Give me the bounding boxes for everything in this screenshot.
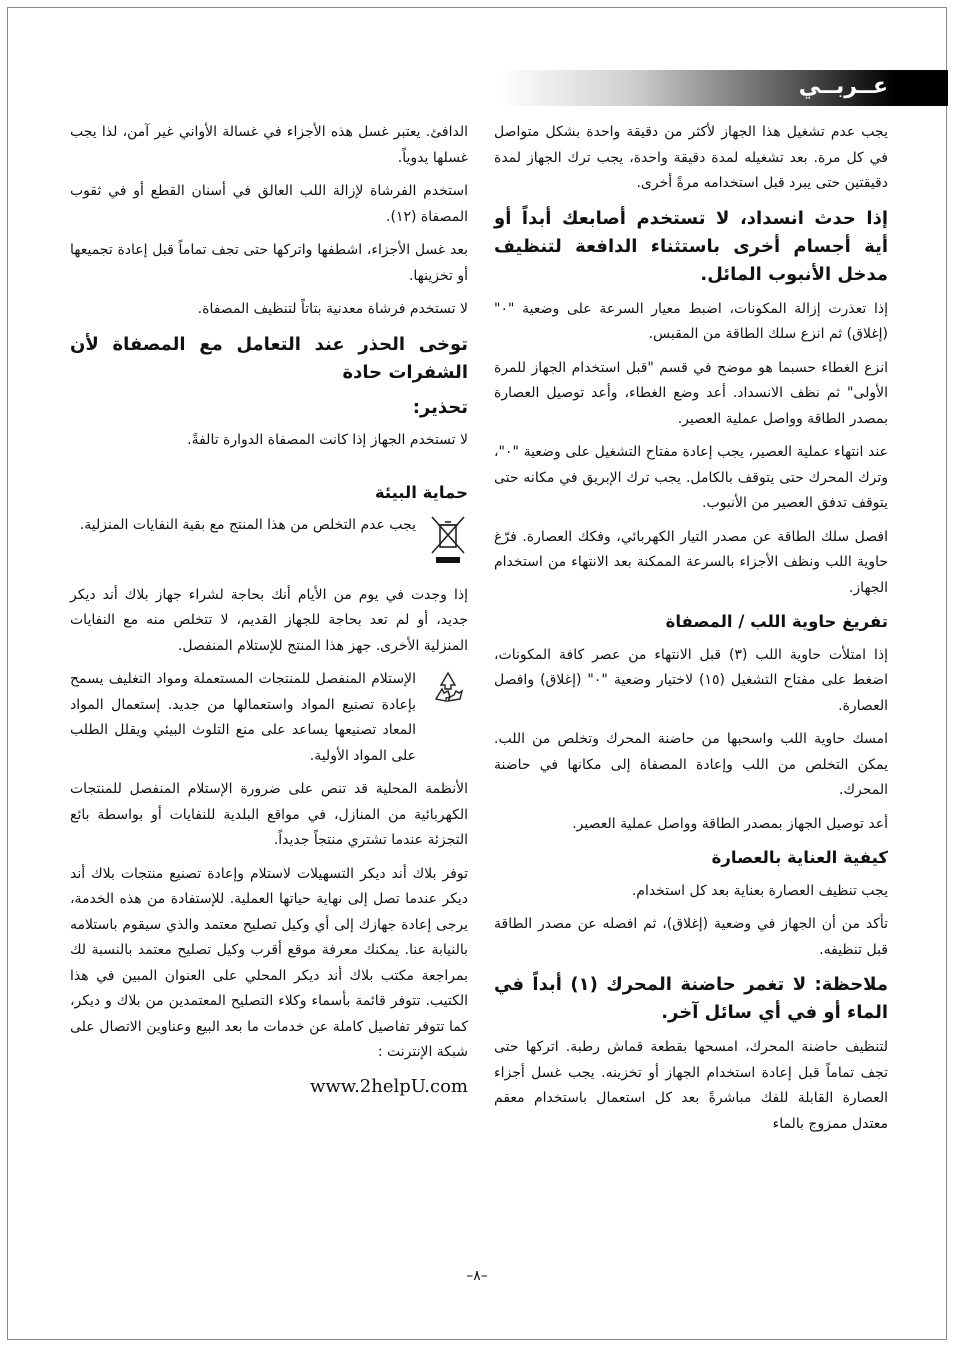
recycling-notice: [70, 667, 468, 769]
section-heading-empty-pulp: تفريغ حاوية اللب / المصفاة: [665, 612, 888, 631]
left-column: [70, 120, 468, 1107]
paragraph: انزع الغطاء حسبما هو موضح في قسم "قبل استخدام الجهاز للمرة الأولى" ثم نظف الانسداد. أعد وضع الغطاء، وأعد توصيل العصارة بمصدر الطاقة وواصل عملية العصير.: [494, 359, 888, 427]
paragraph: توفر بلاك أند ديكر التسهيلات لاستلام وإعادة تصنيع منتجات بلاك أند ديكر عندما تصل إلى نهاية حياتها العملية. للإستفادة من هذه الخدمة، يرجى إعادة جهازك إلى أي وكيل تصليح معتمد والذي سيقوم باستلامه بالنيابة عنا. يمكنك معرفة موقع أقرب وكيل تصليح معتمد بالنسبة لك بمراجعة مكتب بلاك أند ديكر المحلي على العنوان المبين في هذا الكتيب. تتوفر قائمة بأسماء وكلاء التصليح المعتمدين من بلاك و ديكر، كما تتوفر تفاصيل كاملة عن خدمات ما بعد البيع وعناوين الاتصال على شبكة الإنترنت :: [70, 865, 468, 1060]
paragraph: استخدم الفرشاة لإزالة اللب العالق في أسنان القطع أو في ثقوب المصفاة (١٢).: [70, 183, 468, 225]
language-label: عــربــي: [798, 74, 888, 99]
paragraph: إذا امتلأت حاوية اللب (٣) قبل الانتهاء من عصر كافة المكونات، اضغط على مفتاح التشغيل (١٥) لاختيار وضعية "٠" (إغلاق) وافصل العصارة.: [494, 646, 889, 714]
recycle-icon: [424, 667, 468, 717]
paragraph: عند انتهاء عملية العصير، يجب إعادة مفتاح التشغيل على وضعية "٠"، وترك المحرك حتى يتوقف بالكامل. يجب ترك الإبريق في مكانه حتى يتوقف تدفق العصير من الأنبوب.: [494, 444, 888, 511]
website-link[interactable]: www.2helpU.com: [309, 1075, 468, 1097]
paragraph: لا تستخدم الجهاز إذا كانت المصفاة الدوارة تالفةً.: [187, 432, 468, 448]
paragraph: افصل سلك الطاقة عن مصدر التيار الكهربائي، وفكك العصارة. فرّغ حاوية اللب ونظف الأجزاء بالسرعة الممكنة بعد الانتهاء من استخدام الجهاز.: [494, 528, 888, 596]
paragraph: يجب عدم تشغيل هذا الجهاز لأكثر من دقيقة واحدة بشكل متواصل في كل مرة. بعد تشغيله لمدة دقيقة واحدة، يجب ترك الجهاز لمدة دقيقتين حتى يبرد قبل استخدامه مرةً أخرى.: [494, 124, 888, 191]
paragraph: لا تستخدم فرشاة معدنية بتاتاً لتنظيف المصفاة.: [197, 301, 468, 317]
disposal-notice: [70, 513, 468, 575]
paragraph: الإستلام المنفصل للمنتجات المستعملة ومواد التغليف يسمح بإعادة تصنيع المواد واستعمالها من جديد. إستعمال المواد المعاد تصنيعها يساعد على منع التلوث البيئي ويقلل الطلب على المواد الأولية.: [70, 671, 416, 764]
section-heading-warning: تحذير:: [412, 396, 468, 418]
paragraph: تأكد من أن الجهاز في وضعية (إغلاق)، ثم افصله عن مصدر الطاقة قبل تنظيفه.: [494, 916, 888, 958]
paragraph: الدافئ. يعتبر غسل هذه الأجزاء في غسالة الأواني غير آمن، لذا يجب غسلها يدوياً.: [70, 124, 468, 166]
crossed-bin-icon: [424, 513, 468, 575]
paragraph: إذا تعذرت إزالة المكونات، اضبط معيار السرعة على وضعية "٠" (إغلاق) ثم انزع سلك الطاقة من المقبس.: [494, 300, 888, 342]
paragraph: بعد غسل الأجزاء، اشطفها واتركها حتى تجف تماماً قبل إعادة تجميعها أو تخزينها.: [70, 242, 468, 284]
warning-text: ملاحظة: لا تغمر حاضنة المحرك (١) أبداً في الماء أو في أي سائل آخر.: [494, 974, 888, 1023]
paragraph: لتنظيف حاضنة المحرك، امسحها بقطعة قماش رطبة. اتركها حتى تجف تماماً قبل إعادة استخدام الجهاز أو تخزينه. يجب غسل أجزاء العصارة القابلة للفك مباشرةً بعد كل استعمال باستخدام معقم معتدل ممزوج بالماء: [494, 1039, 888, 1132]
paragraph: يجب عدم التخلص من هذا المنتج مع بقية النفايات المنزلية.: [79, 517, 416, 533]
paragraph: أعد توصيل الجهاز بمصدر الطاقة وواصل عملية العصير.: [572, 815, 888, 832]
right-column: [494, 120, 888, 1145]
paragraph: يجب تنظيف العصارة بعناية بعد كل استخدام.: [631, 882, 888, 899]
warning-text: إذا حدث انسداد، لا تستخدم أصابعك أبداً أو أية أجسام أخرى باستثناء الدافعة لتنظيف مدخل الأنبوب المائل.: [494, 207, 888, 285]
warning-text: توخى الحذر عند التعامل مع المصفاة لأن الشفرات حادة: [70, 333, 468, 383]
section-heading-care: كيفية العناية بالعصارة: [711, 848, 888, 867]
language-header-bar: [498, 70, 948, 106]
section-heading-environment: حماية البيئة: [374, 482, 468, 502]
paragraph: إذا وجدت في يوم من الأيام أنك بحاجة لشراء جهاز بلاك أند ديكر جديد، أو لم تعد بحاجة للجهاز القديم، لا تتخلص منه مع النفايات المنزلية الأخرى. جهز هذا المنتج للإستلام المنفصل.: [70, 586, 468, 654]
page-number: –٨–: [466, 1268, 488, 1284]
paragraph: امسك حاوية اللب واسحبها من حاضنة المحرك وتخلص من اللب. يمكن التخلص من اللب وإعادة المصفاة إلى مكانها في حاضنة المحرك.: [494, 731, 888, 798]
paragraph: الأنظمة المحلية قد تنص على ضرورة الإستلام المنفصل للمنتجات الكهربائية من المنازل، في مواقع البلدية للنفايات أو بواسطة بائع التجزئة عندما تشتري منتجاً جديداً.: [70, 781, 468, 848]
